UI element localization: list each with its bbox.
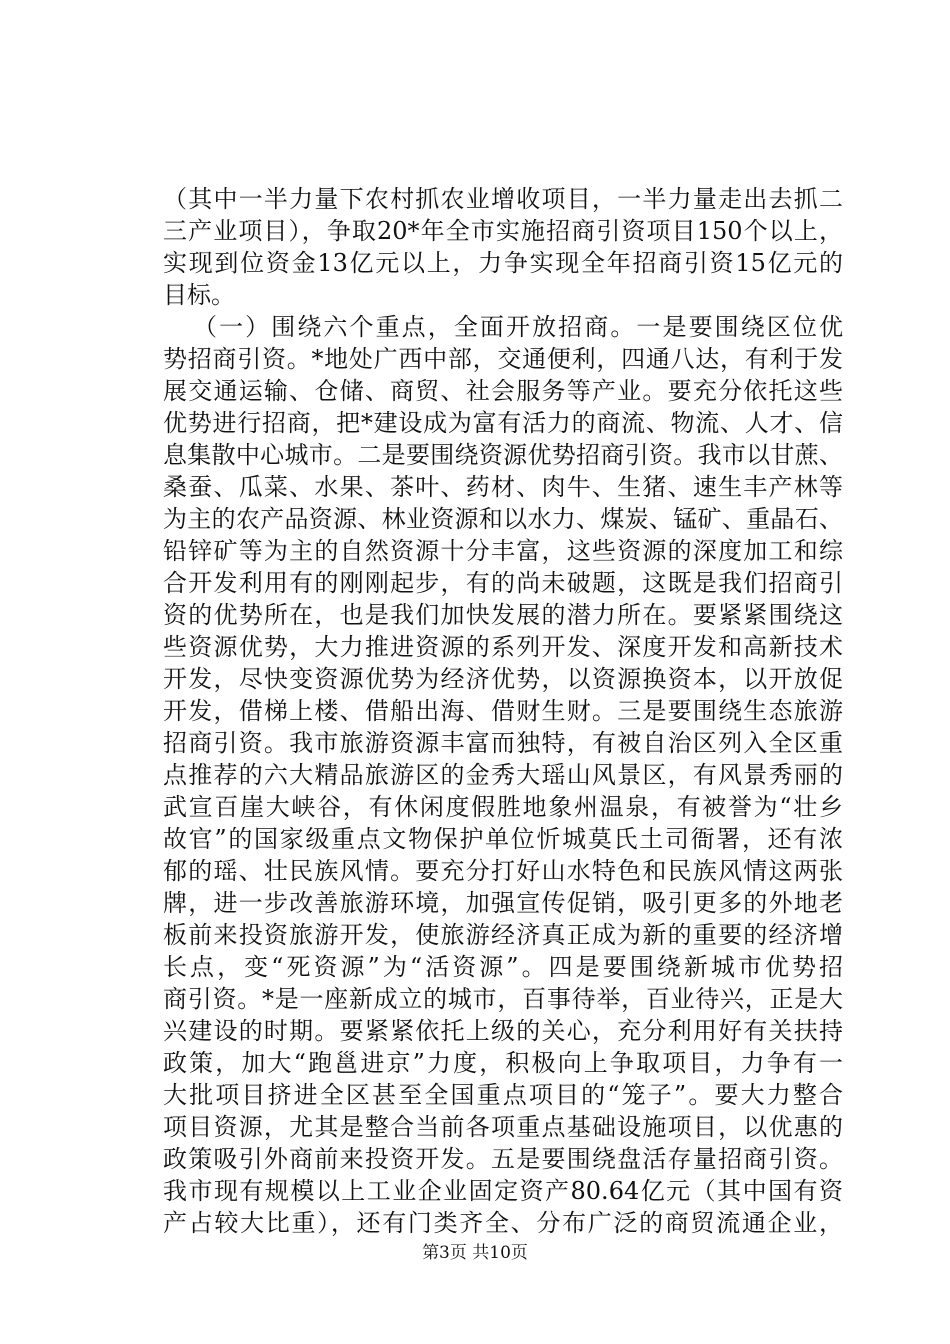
text-line: 桑蚕、瓜菜、水果、茶叶、药材、肉牛、生猪、速生丰产林等 [163, 473, 843, 501]
text-line: （其中一半力量下农村抓农业增收项目，一半力量走出去抓二 [163, 185, 843, 213]
text-line: 开发，借梯上楼、借船出海、借财生财。三是要围绕生态旅游 [163, 697, 843, 725]
text-line: 点推荐的六大精品旅游区的金秀大瑶山风景区，有风景秀丽的 [163, 761, 843, 789]
text-line: 展交通运输、仓储、商贸、社会服务等产业。要充分依托这些 [163, 377, 843, 405]
text-line: 三产业项目），争取20*年全市实施招商引资项目150个以上， [163, 217, 843, 245]
text-line: 些资源优势，大力推进资源的系列开发、深度开发和高新技术 [163, 633, 843, 661]
page-number-footer: 第3页 共10页 [422, 1243, 528, 1263]
text-line: 郁的瑶、壮民族风情。要充分打好山水特色和民族风情这两张 [163, 857, 843, 885]
text-line: 资的优势所在，也是我们加快发展的潜力所在。要紧紧围绕这 [163, 601, 843, 629]
text-line: 政策吸引外商前来投资开发。五是要围绕盘活存量招商引资。 [163, 1145, 843, 1173]
text-line: 政策，加大“跑邕进京”力度，积极向上争取项目，力争有一 [163, 1049, 843, 1077]
text-line: 项目资源，尤其是整合当前各项重点基础设施项目，以优惠的 [163, 1113, 843, 1141]
text-line: 招商引资。我市旅游资源丰富而独特，有被自治区列入全区重 [163, 729, 843, 757]
text-line: 大批项目挤进全区甚至全国重点项目的“笼子”。要大力整合 [163, 1081, 843, 1109]
text-line: 合开发利用有的刚刚起步，有的尚未破题，这既是我们招商引 [163, 569, 843, 597]
text-line: 兴建设的时期。要紧紧依托上级的关心，充分利用好有关扶持 [163, 1017, 843, 1045]
text-line: 目标。 [163, 281, 235, 309]
document-body [163, 183, 843, 1239]
text-line: 板前来投资旅游开发，使旅游经济真正成为新的重要的经济增 [163, 921, 843, 949]
text-line: 为主的农产品资源、林业资源和以水力、煤炭、锰矿、重晶石、 [163, 505, 843, 533]
text-line: 优势进行招商，把*建设成为富有活力的商流、物流、人才、信 [163, 409, 843, 437]
text-line: 商引资。*是一座新成立的城市，百事待举，百业待兴，正是大 [163, 985, 843, 1013]
paragraph-first-line: （一）围绕六个重点，全面开放招商。一是要围绕区位优 [193, 313, 843, 341]
text-line: 武宣百崖大峡谷，有休闲度假胜地象州温泉，有被誉为“壮乡 [163, 793, 843, 821]
text-line: 势招商引资。*地处广西中部，交通便利，四通八达，有利于发 [163, 345, 843, 373]
text-line: 铅锌矿等为主的自然资源十分丰富，这些资源的深度加工和综 [163, 537, 843, 565]
text-line: 息集散中心城市。二是要围绕资源优势招商引资。我市以甘蔗、 [163, 441, 843, 469]
text-line: 我市现有规模以上工业企业固定资产80.64亿元（其中国有资 [163, 1177, 843, 1205]
text-line: 开发，尽快变资源优势为经济优势，以资源换资本，以开放促 [163, 665, 843, 693]
text-line: 长点，变“死资源”为“活资源”。四是要围绕新城市优势招 [163, 953, 843, 981]
text-line: 实现到位资金13亿元以上，力争实现全年招商引资15亿元的 [163, 249, 843, 277]
text-line: 故官”的国家级重点文物保护单位忻城莫氏土司衙署，还有浓 [163, 825, 843, 853]
text-line: 牌，进一步改善旅游环境，加强宣传促销，吸引更多的外地老 [163, 889, 843, 917]
text-line: 产占较大比重），还有门类齐全、分布广泛的商贸流通企业， [163, 1209, 843, 1237]
